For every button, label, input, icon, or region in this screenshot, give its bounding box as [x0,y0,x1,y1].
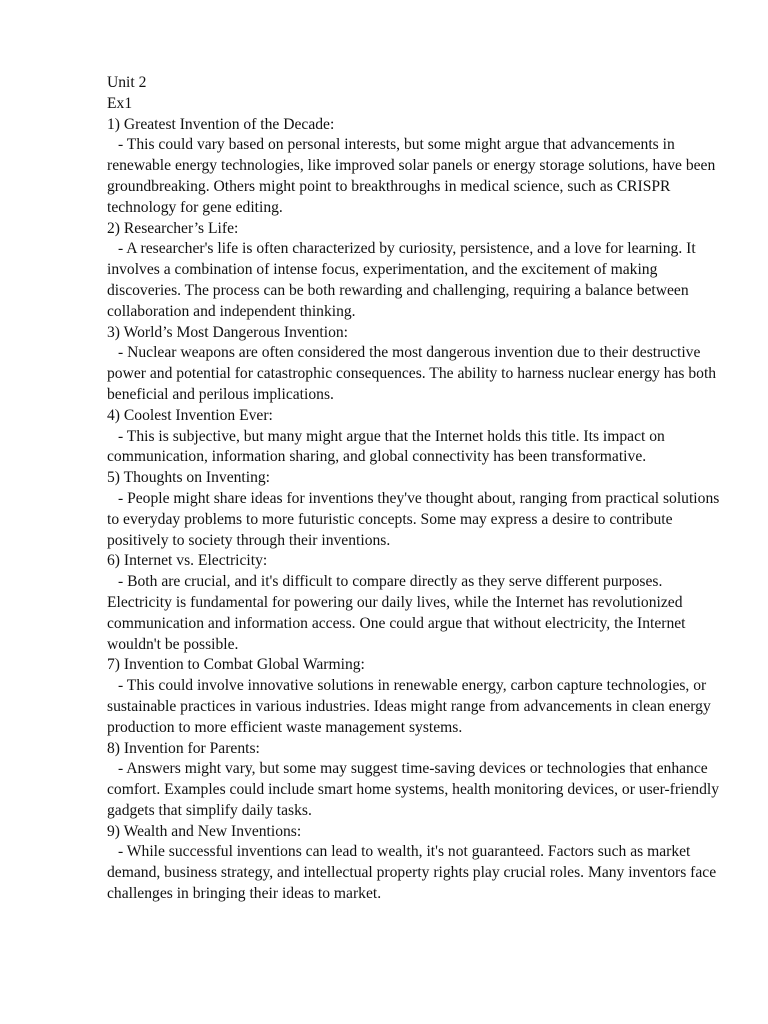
item-4 [107,406,727,468]
item-answer: - This is subjective, but many might argue that the Internet holds this title. Its impact on communication, information sharing, and global connectivity has been transformative. [107,427,665,466]
item-answer: - A researcher's life is often characterized by curiosity, persistence, and a love for learning. It involves a combination of intense focus, experimentation, and the excitement of making discoveries. The process can be both rewarding and challenging, requiring a balance between collaboration and independent thinking. [107,240,696,320]
item-5 [107,468,727,551]
item-heading: 7) Invention to Combat Global Warming: [107,656,365,674]
item-answer: - Nuclear weapons are often considered the most dangerous invention due to their destructive power and potential for catastrophic consequences. The ability to harness nuclear energy has both beneficial and perilous implications. [107,344,717,403]
item-heading: 9) Wealth and New Inventions: [107,822,302,840]
item-1 [107,115,727,219]
item-answer: - This could involve innovative solutions in renewable energy, carbon capture technologies, or sustainable practices in various industries. Ideas might range from advancements in clean energy production to more efficient waste management systems. [107,677,711,736]
item-answer: - This could vary based on personal interests, but some might argue that advancements in renewable energy technologies, like improved solar panels or energy storage solutions, have been groundbreaking. Others might point to breakthroughs in medical science, such as CRISPR technology for gene editing. [107,136,716,216]
exercise-title: Ex1 [107,94,133,112]
item-heading: 6) Internet vs. Electricity: [107,552,268,570]
item-heading: 2) Researcher’s Life: [107,219,239,237]
item-6 [107,551,727,655]
item-8 [107,739,727,822]
item-heading: 1) Greatest Invention of the Decade: [107,115,335,133]
item-heading: 5) Thoughts on Inventing: [107,469,271,487]
item-9 [107,822,727,905]
item-answer: - Both are crucial, and it's difficult to compare directly as they serve different purposes. Electricity is fundamental for powering our daily lives, while the Internet has revolutionized communication and information access. One could argue that without electricity, the Internet wouldn't be possible. [107,573,686,653]
item-3 [107,323,727,406]
item-answer: - While successful inventions can lead to wealth, it's not guaranteed. Factors such as market demand, business strategy, and intellectual property rights play crucial roles. Many inventors face challenges in bringing their ideas to market. [107,843,717,903]
item-7 [107,655,727,738]
item-heading: 3) World’s Most Dangerous Invention: [107,323,349,341]
item-heading: 8) Invention for Parents: [107,739,260,757]
item-answer: - People might share ideas for inventions they've thought about, ranging from practical solutions to everyday problems to more futuristic concepts. Some may express a desire to contribute positively to society through their inventions. [107,489,720,549]
document-page [107,73,727,905]
unit-title: Unit 2 [107,74,147,91]
item-heading: 4) Coolest Invention Ever: [107,406,273,424]
item-answer: - Answers might vary, but some may suggest time-saving devices or technologies that enhance comfort. Examples could include smart home systems, health monitoring devices, or user-friendly gadgets that simplify daily tasks. [107,760,720,819]
item-2 [107,219,727,323]
